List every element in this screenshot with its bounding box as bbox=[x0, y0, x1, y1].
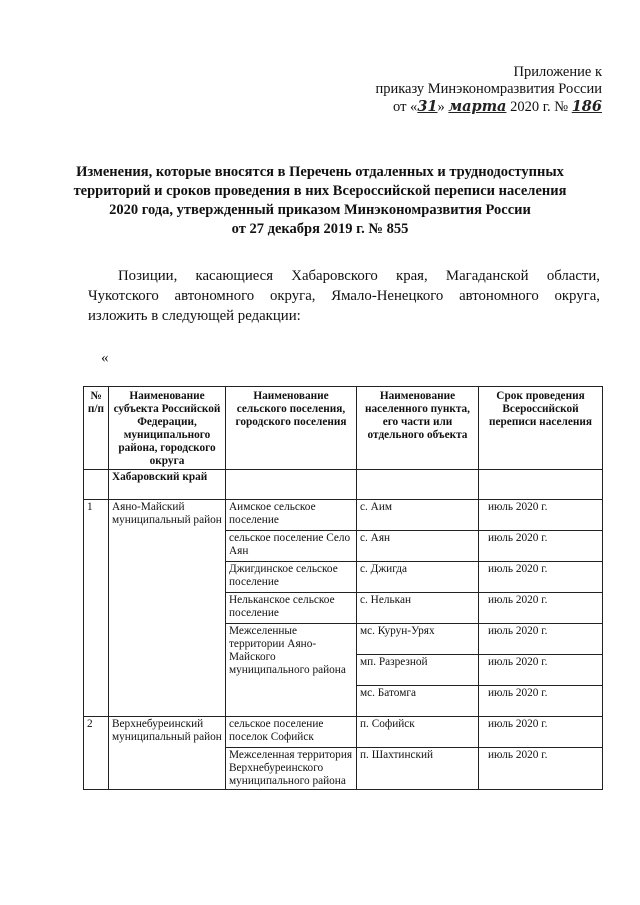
place-name: с. Аян bbox=[357, 531, 479, 562]
census-term: июль 2020 г. bbox=[479, 500, 603, 531]
title-line2: территорий и сроков проведения в них Всероссийской переписи населения bbox=[73, 183, 567, 199]
settlement-name: Джигдинское сельское поселение bbox=[226, 562, 357, 593]
settlement-name: сельское поселение поселок Софийск bbox=[226, 717, 357, 748]
appendix-header bbox=[312, 64, 602, 116]
census-term: июль 2020 г. bbox=[479, 748, 603, 790]
census-term: июль 2020 г. bbox=[479, 624, 603, 655]
district-name: Аяно-Майский муниципальный район bbox=[109, 500, 226, 717]
census-term: июль 2020 г. bbox=[479, 717, 603, 748]
settlement-name: Межселенные территории Аяно-Майского муниципального района bbox=[226, 624, 357, 717]
appendix-line1: Приложение к bbox=[513, 64, 602, 80]
census-term: июль 2020 г. bbox=[479, 655, 603, 686]
appendix-line2: приказу Минэкономразвития России bbox=[375, 81, 602, 97]
place-name: мп. Разрезной bbox=[357, 655, 479, 686]
table-row bbox=[84, 500, 603, 531]
settlement-name: Нельканское сельское поселение bbox=[226, 593, 357, 624]
census-term: июль 2020 г. bbox=[479, 686, 603, 717]
header-num: № п/п bbox=[84, 387, 109, 470]
census-term: июль 2020 г. bbox=[479, 531, 603, 562]
title-line4: от 27 декабря 2019 г. № 855 bbox=[231, 221, 409, 237]
place-name: п. Софийск bbox=[357, 717, 479, 748]
row-number: 2 bbox=[84, 717, 109, 790]
settlement-name: Межселенная территория Верхнебуреинского муниципального района bbox=[226, 748, 357, 790]
intro-paragraph: Позиции, касающиеся Хабаровского края, Магаданской области, Чукотского автономного округа, Ямало-Ненецкого автономного округа, изложить в следующей редакции: bbox=[88, 268, 600, 324]
place-name: мс. Батомга bbox=[357, 686, 479, 717]
appendix-date-line bbox=[312, 98, 602, 116]
date-prefix: от « bbox=[393, 99, 418, 115]
title-line3: 2020 года, утвержденный приказом Минэкономразвития России bbox=[109, 202, 531, 218]
document-title bbox=[60, 163, 580, 239]
header-settlement: Наименование сельского поселения, городского поселения bbox=[226, 387, 357, 470]
date-mid: » bbox=[437, 99, 449, 115]
region-name: Хабаровский край bbox=[109, 470, 226, 500]
settlement-name: Аимское сельское поселение bbox=[226, 500, 357, 531]
census-term: июль 2020 г. bbox=[479, 593, 603, 624]
place-name: с. Аим bbox=[357, 500, 479, 531]
doc-number: 186 bbox=[571, 98, 602, 115]
table-header-row bbox=[84, 387, 603, 470]
row-number: 1 bbox=[84, 500, 109, 717]
date-month: марта bbox=[448, 98, 507, 115]
date-day: 31 bbox=[417, 98, 438, 115]
place-name: с. Джигда bbox=[357, 562, 479, 593]
table-row bbox=[84, 717, 603, 748]
territories-table bbox=[83, 386, 603, 790]
census-term: июль 2020 г. bbox=[479, 562, 603, 593]
header-place: Наименование населенного пункта, его части или отдельного объекта bbox=[357, 387, 479, 470]
header-district: Наименование субъекта Российской Федерации, муниципального района, городского округа bbox=[109, 387, 226, 470]
region-row bbox=[84, 470, 603, 500]
table-body bbox=[84, 470, 603, 790]
date-year: 2020 г. № bbox=[506, 99, 572, 115]
place-name: с. Нелькан bbox=[357, 593, 479, 624]
title-line1: Изменения, которые вносятся в Перечень отдаленных и труднодоступных bbox=[76, 164, 564, 180]
settlement-name: сельское поселение Село Аян bbox=[226, 531, 357, 562]
place-name: мс. Курун-Урях bbox=[357, 624, 479, 655]
opening-quote: « bbox=[101, 350, 109, 366]
header-term: Срок проведения Всероссийской переписи населения bbox=[479, 387, 603, 470]
place-name: п. Шахтинский bbox=[357, 748, 479, 790]
district-name: Верхнебуреинский муниципальный район bbox=[109, 717, 226, 790]
